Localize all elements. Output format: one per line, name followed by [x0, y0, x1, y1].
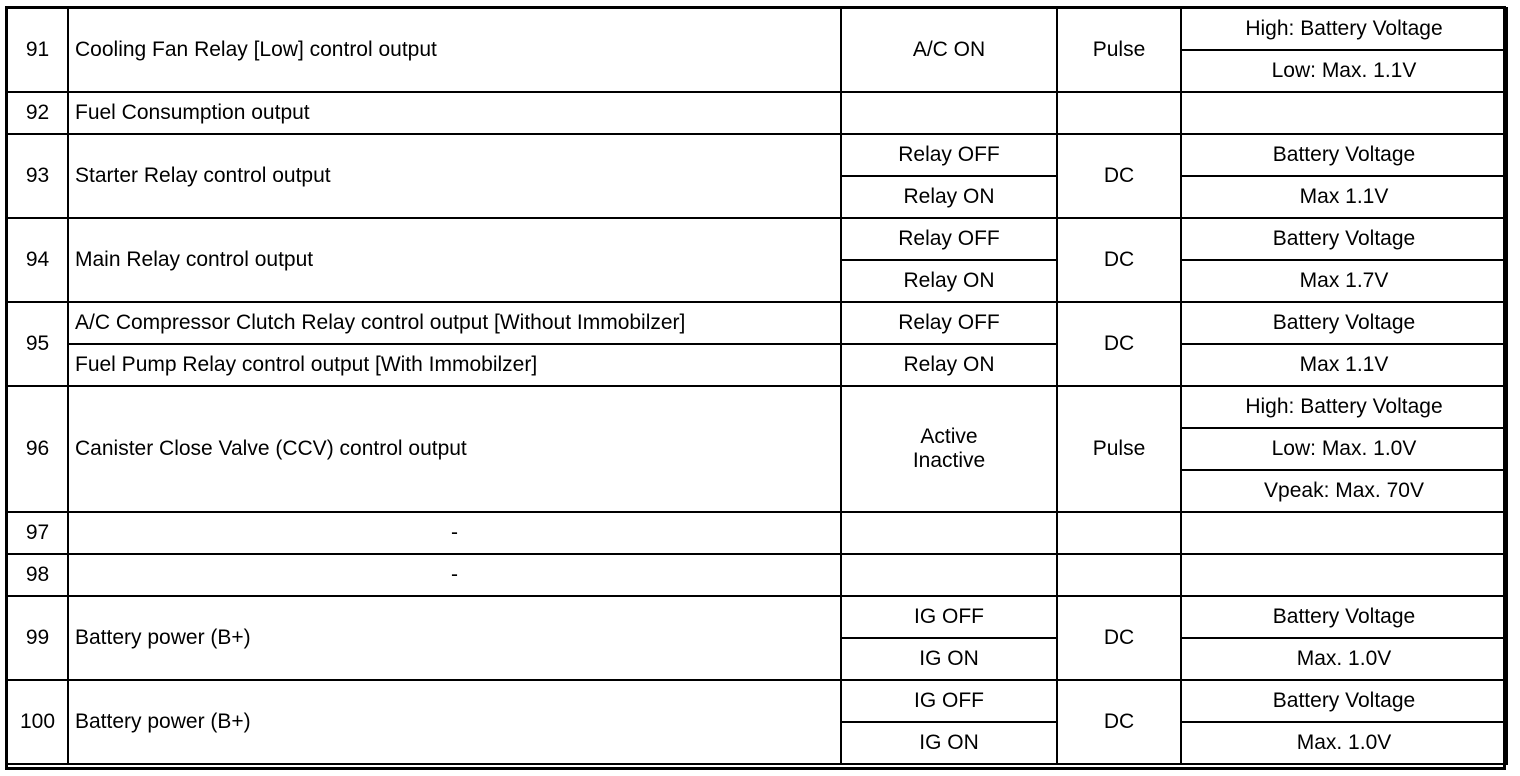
pin-description: Starter Relay control output — [68, 134, 841, 218]
signal-type: DC — [1057, 680, 1181, 764]
table-row — [7, 218, 1507, 260]
table-row — [7, 344, 1507, 386]
signal-type: Pulse — [1057, 8, 1181, 92]
signal-level — [1181, 554, 1507, 596]
signal-level: Max. 1.0V — [1181, 722, 1507, 764]
table-row — [7, 134, 1507, 176]
pin-condition: Relay ON — [841, 260, 1057, 302]
signal-level — [1181, 92, 1507, 134]
pin-number: 95 — [7, 302, 68, 386]
condition-active: Active — [920, 425, 978, 448]
pin-description: Fuel Consumption output — [68, 92, 841, 134]
pin-number: 93 — [7, 134, 68, 218]
table-row — [7, 512, 1507, 554]
table-row — [7, 8, 1507, 50]
table-row — [7, 92, 1507, 134]
signal-level: High: Battery Voltage — [1181, 386, 1507, 428]
pin-description: A/C Compressor Clutch Relay control output [Without Immobilzer] — [68, 302, 841, 344]
signal-level: Battery Voltage — [1181, 680, 1507, 722]
signal-level: Battery Voltage — [1181, 218, 1507, 260]
pin-spec-table — [6, 7, 1508, 765]
pin-description: Main Relay control output — [68, 218, 841, 302]
pin-condition: Relay OFF — [841, 302, 1057, 344]
table-row — [7, 386, 1507, 428]
table-row — [7, 680, 1507, 722]
table-row — [7, 596, 1507, 638]
pin-number: 100 — [7, 680, 68, 764]
signal-type — [1057, 512, 1181, 554]
signal-type — [1057, 92, 1181, 134]
pin-number: 98 — [7, 554, 68, 596]
signal-level: Low: Max. 1.1V — [1181, 50, 1507, 92]
signal-type — [1057, 554, 1181, 596]
pin-condition: A/C ON — [841, 8, 1057, 92]
pin-condition: Relay ON — [841, 176, 1057, 218]
signal-level: Max 1.1V — [1181, 176, 1507, 218]
pin-condition: IG OFF — [841, 680, 1057, 722]
pin-number: 99 — [7, 596, 68, 680]
pin-condition — [841, 554, 1057, 596]
pin-condition — [841, 386, 1057, 512]
pin-condition: IG ON — [841, 638, 1057, 680]
signal-level: Max 1.7V — [1181, 260, 1507, 302]
pin-description: - — [68, 512, 841, 554]
signal-level: Max 1.1V — [1181, 344, 1507, 386]
pin-condition: IG ON — [841, 722, 1057, 764]
pin-condition: IG OFF — [841, 596, 1057, 638]
condition-inactive: Inactive — [912, 449, 986, 472]
signal-level: Battery Voltage — [1181, 134, 1507, 176]
signal-level: Battery Voltage — [1181, 302, 1507, 344]
pin-description: Cooling Fan Relay [Low] control output — [68, 8, 841, 92]
table-row — [7, 302, 1507, 344]
pin-description: - — [68, 554, 841, 596]
pin-number: 97 — [7, 512, 68, 554]
signal-type: DC — [1057, 596, 1181, 680]
signal-level — [1181, 512, 1507, 554]
pin-number: 96 — [7, 386, 68, 512]
pin-condition: Relay OFF — [841, 218, 1057, 260]
pin-number: 94 — [7, 218, 68, 302]
signal-level: Vpeak: Max. 70V — [1181, 470, 1507, 512]
signal-level: Battery Voltage — [1181, 596, 1507, 638]
pin-condition — [841, 512, 1057, 554]
pin-condition: Relay ON — [841, 344, 1057, 386]
pin-number: 92 — [7, 92, 68, 134]
pin-description: Fuel Pump Relay control output [With Immobilzer] — [68, 344, 841, 386]
signal-type: DC — [1057, 302, 1181, 386]
signal-type: Pulse — [1057, 386, 1181, 512]
signal-type: DC — [1057, 134, 1181, 218]
pin-description: Battery power (B+) — [68, 596, 841, 680]
table-row — [7, 554, 1507, 596]
pin-number: 91 — [7, 8, 68, 92]
signal-level: Max. 1.0V — [1181, 638, 1507, 680]
signal-level: Low: Max. 1.0V — [1181, 428, 1507, 470]
pin-description: Canister Close Valve (CCV) control output — [68, 386, 841, 512]
pin-description: Battery power (B+) — [68, 680, 841, 764]
signal-type: DC — [1057, 218, 1181, 302]
pin-condition: Relay OFF — [841, 134, 1057, 176]
signal-level: High: Battery Voltage — [1181, 8, 1507, 50]
pin-condition — [841, 92, 1057, 134]
